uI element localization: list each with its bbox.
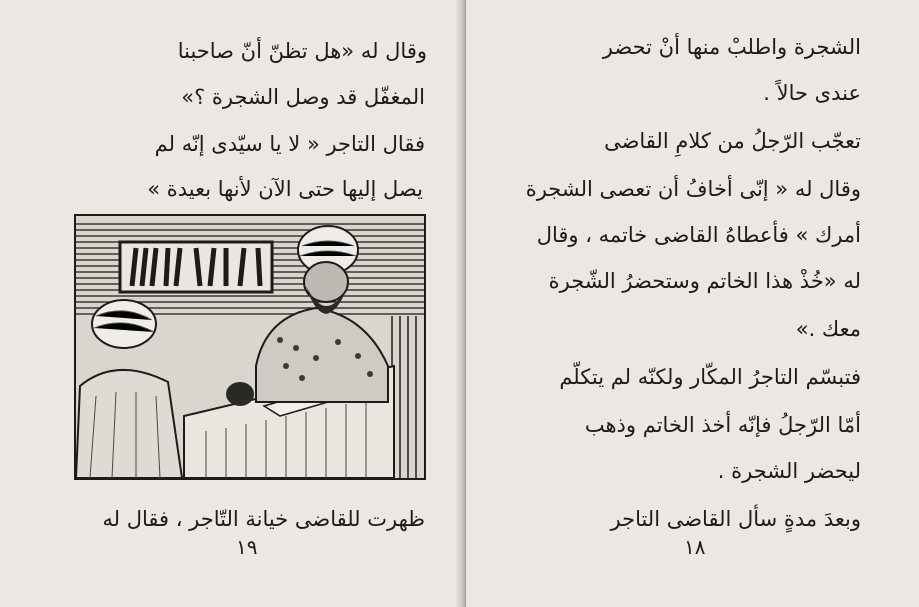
left-text-line-4: يصل إليها حتى الآن لأنها بعيدة »: [147, 177, 423, 201]
right-text-line-1: الشجرة واطلبْ منها أنْ تحضر: [602, 35, 861, 59]
illustration-drawing: [76, 216, 424, 478]
right-text-line-4: وقال له « إنّى أخافُ أن تعصى الشجرة: [525, 177, 861, 201]
left-text-line-3: فقال التاجر « لا يا سيّدى إنّه لم: [154, 132, 425, 156]
left-text-line-5: ظهرت للقاضى خيانة التّاجر ، فقال له: [102, 507, 425, 531]
right-text-line-7: معك .»: [795, 317, 861, 341]
right-text-line-10: ليحضر الشجرة .: [717, 459, 861, 483]
right-page: [466, 0, 919, 607]
right-text-line-2: عندى حالاً .: [763, 81, 861, 105]
page-number-right: ١٨: [684, 535, 706, 559]
illustration-judge-merchant: [74, 214, 426, 480]
right-text-line-11: وبعدَ مدةٍ سأل القاضى التاجر: [610, 507, 861, 531]
left-text-line-1: وقال له «هل تظنّ أنّ صاحبنا: [177, 39, 427, 63]
right-text-line-8: فتبسّم التاجرُ المكّار ولكنّه لم يتكلّم: [559, 365, 861, 389]
right-text-line-9: أمّا الرّجلُ فإنّه أخذ الخاتم وذهب: [584, 413, 861, 437]
page-number-left: ١٩: [236, 535, 258, 559]
right-text-line-5: أمرك » فأعطاهُ القاضى خاتمه ، وقال: [536, 223, 861, 247]
right-text-line-6: له «خُذْ هذا الخاتم وستحضرُ الشّجرة: [548, 269, 861, 293]
left-text-line-2: المغفّل قد وصل الشجرة ؟»: [181, 85, 425, 109]
right-text-line-3: تعجّب الرّجلُ من كلامِ القاضى: [604, 129, 861, 153]
